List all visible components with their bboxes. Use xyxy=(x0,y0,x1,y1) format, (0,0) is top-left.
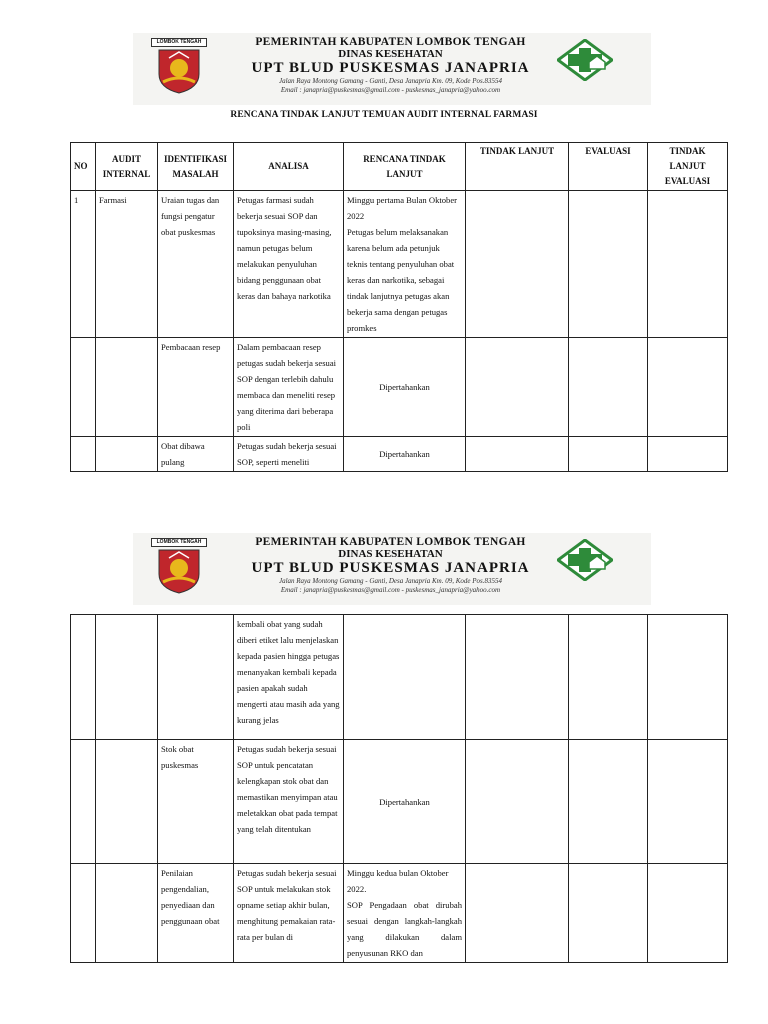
table-row xyxy=(71,338,728,437)
header-evaluasi: EVALUASI xyxy=(569,143,648,191)
cell-analisa: Petugas sudah bekerja sesuai SOP untuk melakukan stok opname setiap akhir bulan, menghitung pemakaian rata-rata per bulan di xyxy=(234,864,344,963)
unit-name: UPT BLUD PUSKESMAS JANAPRIA xyxy=(251,60,530,76)
puskesmas-logo-icon xyxy=(557,39,613,81)
cell-rencana xyxy=(344,191,466,338)
letterhead xyxy=(133,33,651,105)
header-tindak-lanjut-evaluasi: TINDAK LANJUT EVALUASI xyxy=(648,143,728,191)
government-name: PEMERINTAH KABUPATEN LOMBOK TENGAH xyxy=(255,36,526,48)
department-name: DINAS KESEHATAN xyxy=(338,548,443,560)
header-rencana: RENCANA TINDAK LANJUT xyxy=(344,143,466,191)
cell-rencana xyxy=(344,864,466,963)
department-name: DINAS KESEHATAN xyxy=(338,48,443,60)
cell-tindak-lanjut-evaluasi xyxy=(648,191,728,338)
letterhead-text xyxy=(228,536,553,595)
cell-analisa: Petugas sudah bekerja sesuai SOP untuk pencatatan kelengkapan stok obat dan memastikan menyimpan atau meletakkan obat pada tempat yang telah ditentukan xyxy=(234,740,344,864)
audit-table-page-1 xyxy=(70,142,728,472)
header-row xyxy=(71,143,728,191)
header-no: NO xyxy=(71,143,96,191)
cell-rencana: Dipertahankan xyxy=(344,740,466,864)
table-row xyxy=(71,615,728,740)
letterhead-text xyxy=(228,36,553,95)
cell-masalah: Penilaian pengendalian, penyediaan dan penggunaan obat xyxy=(158,864,234,963)
shield-icon xyxy=(155,48,203,94)
puskesmas-logo-icon xyxy=(557,539,613,581)
lombok-tengah-emblem xyxy=(151,538,207,598)
table-row xyxy=(71,191,728,338)
table-row xyxy=(71,740,728,864)
cell-masalah: Uraian tugas dan fungsi pengatur obat puskesmas xyxy=(158,191,234,338)
cell-masalah: Obat dibawa pulang xyxy=(158,437,234,472)
letterhead xyxy=(133,533,651,605)
cell-masalah: Pembacaan resep xyxy=(158,338,234,437)
cell-analisa: Petugas sudah bekerja sesuai SOP, seperti meneliti xyxy=(234,437,344,472)
table-row xyxy=(71,864,728,963)
rencana-date: Minggu kedua bulan Oktober 2022. xyxy=(347,868,449,894)
government-name: PEMERINTAH KABUPATEN LOMBOK TENGAH xyxy=(255,536,526,548)
cell-analisa: Petugas farmasi sudah bekerja sesuai SOP dan tupoksinya masing-masing, namun petugas belum melakukan penyuluhan bidang penggunaan obat keras dan bahaya narkotika xyxy=(234,191,344,338)
rencana-detail: Petugas belum melaksanakan karena belum ada petunjuk teknis tentang penyuluhan obat keras dan narkotika, sebagai tindak lanjutnya petugas akan bekerja sama dengan petugas promkes xyxy=(347,227,455,333)
cell-rencana: Dipertahankan xyxy=(344,437,466,472)
table-row xyxy=(71,437,728,472)
cell-rencana: Dipertahankan xyxy=(344,338,466,437)
emblem-label: LOMBOK TENGAH xyxy=(151,538,207,547)
address: Jalan Raya Montong Gamang - Ganti, Desa Janapria Km. 09, Kode Pos.83554 xyxy=(278,77,502,85)
header-analisa: ANALISA xyxy=(234,143,344,191)
rencana-detail: SOP Pengadaan obat dirubah sesuai dengan langkah-langkah yang dilakukan dalam penyusunan RKO dan xyxy=(347,900,462,958)
lombok-tengah-emblem xyxy=(151,38,207,98)
audit-table-page-2 xyxy=(70,614,728,963)
cell-no: 1 xyxy=(71,191,96,338)
document-title: RENCANA TINDAK LANJUT TEMUAN AUDIT INTERNAL FARMASI xyxy=(230,110,538,120)
rencana-date: Minggu pertama Bulan Oktober 2022 xyxy=(347,195,458,221)
cell-analisa: kembali obat yang sudah diberi etiket lalu menjelaskan kepada pasien hingga petugas menanyakan kembali kepada pasien apakah sudah mengerti atau masih ada yang kurang jelas xyxy=(234,615,344,740)
cell-tindak-lanjut xyxy=(466,191,569,338)
header-audit-internal: AUDIT INTERNAL xyxy=(96,143,158,191)
header-identifikasi: IDENTIFIKASI MASALAH xyxy=(158,143,234,191)
cell-audit: Farmasi xyxy=(96,191,158,338)
cell-evaluasi xyxy=(569,191,648,338)
email: Email : janapria@puskesmas@gmail.com - puskesmas_janapria@yahoo.com xyxy=(280,586,501,594)
cell-analisa: Dalam pembacaan resep petugas sudah bekerja sesuai SOP dengan terlebih dahulu membaca dan meneliti resep yang diterima dari beberapa poli xyxy=(234,338,344,437)
shield-icon xyxy=(155,548,203,594)
email: Email : janapria@puskesmas@gmail.com - puskesmas_janapria@yahoo.com xyxy=(280,86,501,94)
unit-name: UPT BLUD PUSKESMAS JANAPRIA xyxy=(251,560,530,576)
address: Jalan Raya Montong Gamang - Ganti, Desa Janapria Km. 09, Kode Pos.83554 xyxy=(278,577,502,585)
emblem-label: LOMBOK TENGAH xyxy=(151,38,207,47)
cell-masalah: Stok obat puskesmas xyxy=(158,740,234,864)
header-tindak-lanjut: TINDAK LANJUT xyxy=(466,143,569,191)
